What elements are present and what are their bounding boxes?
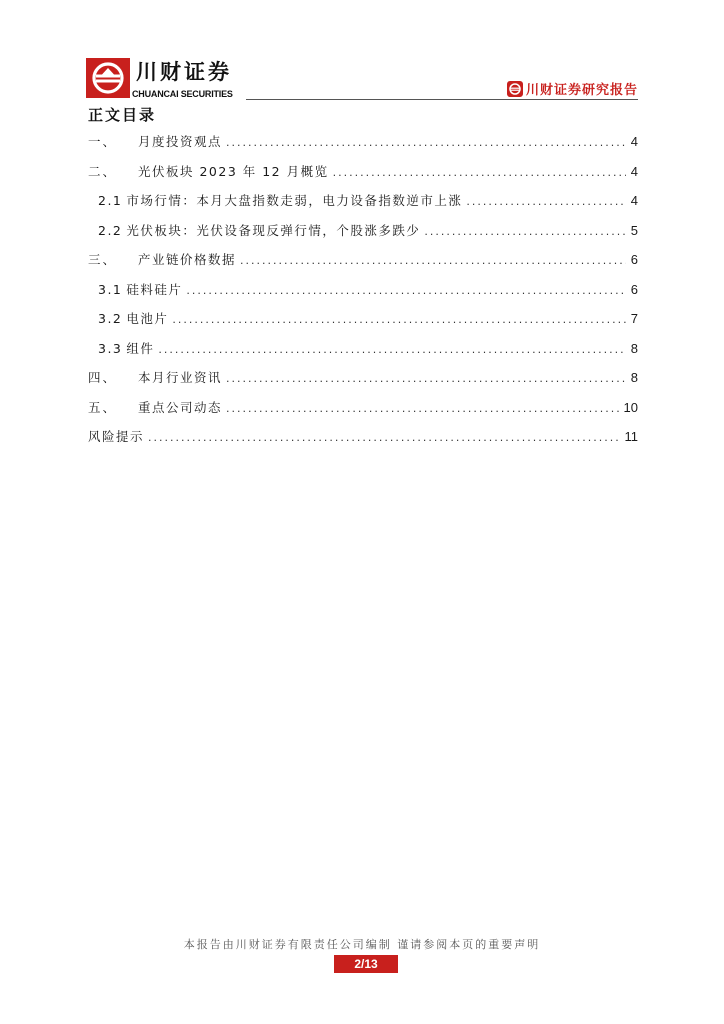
toc-subentry[interactable] bbox=[88, 309, 638, 339]
chuancai-mini-logo-icon bbox=[507, 81, 523, 97]
toc-entry-number: 五、 bbox=[88, 399, 118, 415]
toc-entry-page: 8 bbox=[630, 370, 638, 385]
toc-entry-number: 2.1 bbox=[98, 193, 123, 208]
toc-entry-title: 月度投资观点 bbox=[138, 134, 223, 149]
toc-entry[interactable] bbox=[88, 132, 638, 162]
toc-title: 正文目录 bbox=[88, 106, 157, 124]
toc-entry-page: 7 bbox=[630, 311, 638, 326]
toc-entry-number: 3.3 bbox=[98, 340, 123, 356]
table-of-contents bbox=[88, 132, 638, 457]
toc-dot-leader bbox=[186, 284, 626, 297]
toc-entry-title: 电池片 bbox=[126, 311, 169, 326]
toc-dot-leader bbox=[158, 343, 626, 356]
toc-entry-number: 三、 bbox=[88, 252, 118, 267]
toc-entry[interactable] bbox=[88, 398, 638, 428]
toc-entry-title: 产业链价格数据 bbox=[138, 252, 237, 267]
toc-entry[interactable] bbox=[88, 427, 638, 457]
footer-disclaimer: 本报告由川财证券有限责任公司编制 谨请参阅本页的重要声明 bbox=[183, 938, 541, 951]
toc-entry-title: 市场行情：本月大盘指数走弱，电力设备指数逆市上涨 bbox=[126, 193, 463, 208]
toc-entry-page: 10 bbox=[623, 399, 638, 415]
toc-entry-page: 8 bbox=[630, 340, 638, 356]
toc-entry[interactable] bbox=[88, 250, 638, 280]
toc-dot-leader bbox=[148, 431, 620, 444]
toc-entry-number: 3.1 bbox=[98, 281, 123, 297]
toc-entry-number: 四、 bbox=[88, 370, 118, 385]
toc-subentry[interactable] bbox=[88, 339, 638, 369]
toc-dot-leader bbox=[226, 372, 626, 385]
toc-entry-page: 4 bbox=[630, 193, 638, 208]
report-label bbox=[507, 79, 638, 98]
toc-dot-leader bbox=[240, 254, 626, 267]
toc-entry-title: 光伏板块 2023 年 12 月概览 bbox=[138, 163, 329, 179]
toc-dot-leader bbox=[226, 136, 626, 149]
toc-dot-leader bbox=[424, 225, 626, 238]
toc-dot-leader bbox=[226, 402, 620, 415]
chuancai-logo-icon bbox=[86, 58, 130, 98]
toc-entry-title: 组件 bbox=[126, 340, 155, 356]
toc-entry[interactable] bbox=[88, 368, 638, 398]
logo-english-name: CHUANCAI SECURITIES bbox=[132, 89, 233, 99]
toc-entry-page: 5 bbox=[630, 222, 638, 238]
report-label-text: 川财证券研究报告 bbox=[525, 83, 638, 98]
toc-entry-title: 本月行业资讯 bbox=[138, 370, 223, 385]
page-header bbox=[0, 0, 724, 110]
header-divider bbox=[246, 99, 638, 100]
toc-entry-number: 3.2 bbox=[98, 311, 123, 326]
toc-entry-page: 4 bbox=[630, 134, 638, 149]
toc-entry-page: 4 bbox=[630, 163, 638, 179]
toc-entry-page: 6 bbox=[630, 252, 638, 267]
toc-entry-page: 11 bbox=[624, 429, 638, 444]
toc-entry-title: 风险提示 bbox=[88, 429, 145, 444]
toc-subentry[interactable] bbox=[88, 221, 638, 251]
toc-entry[interactable] bbox=[88, 162, 638, 192]
toc-dot-leader bbox=[466, 195, 626, 208]
toc-subentry[interactable] bbox=[88, 191, 638, 221]
page-number-badge: 2/13 bbox=[334, 955, 398, 973]
toc-subentry[interactable] bbox=[88, 280, 638, 310]
toc-entry-title: 光伏板块：光伏设备现反弹行情，个股涨多跌少 bbox=[126, 222, 421, 238]
toc-entry-title: 重点公司动态 bbox=[138, 399, 223, 415]
toc-dot-leader bbox=[172, 313, 626, 326]
toc-entry-title: 硅料硅片 bbox=[126, 281, 183, 297]
toc-entry-page: 6 bbox=[630, 281, 638, 297]
toc-dot-leader bbox=[333, 166, 626, 179]
toc-entry-number: 一、 bbox=[88, 134, 118, 149]
toc-entry-number: 2.2 bbox=[98, 222, 123, 238]
toc-entry-number: 二、 bbox=[88, 163, 118, 179]
logo-chinese-name: 川财证券 bbox=[136, 60, 232, 84]
